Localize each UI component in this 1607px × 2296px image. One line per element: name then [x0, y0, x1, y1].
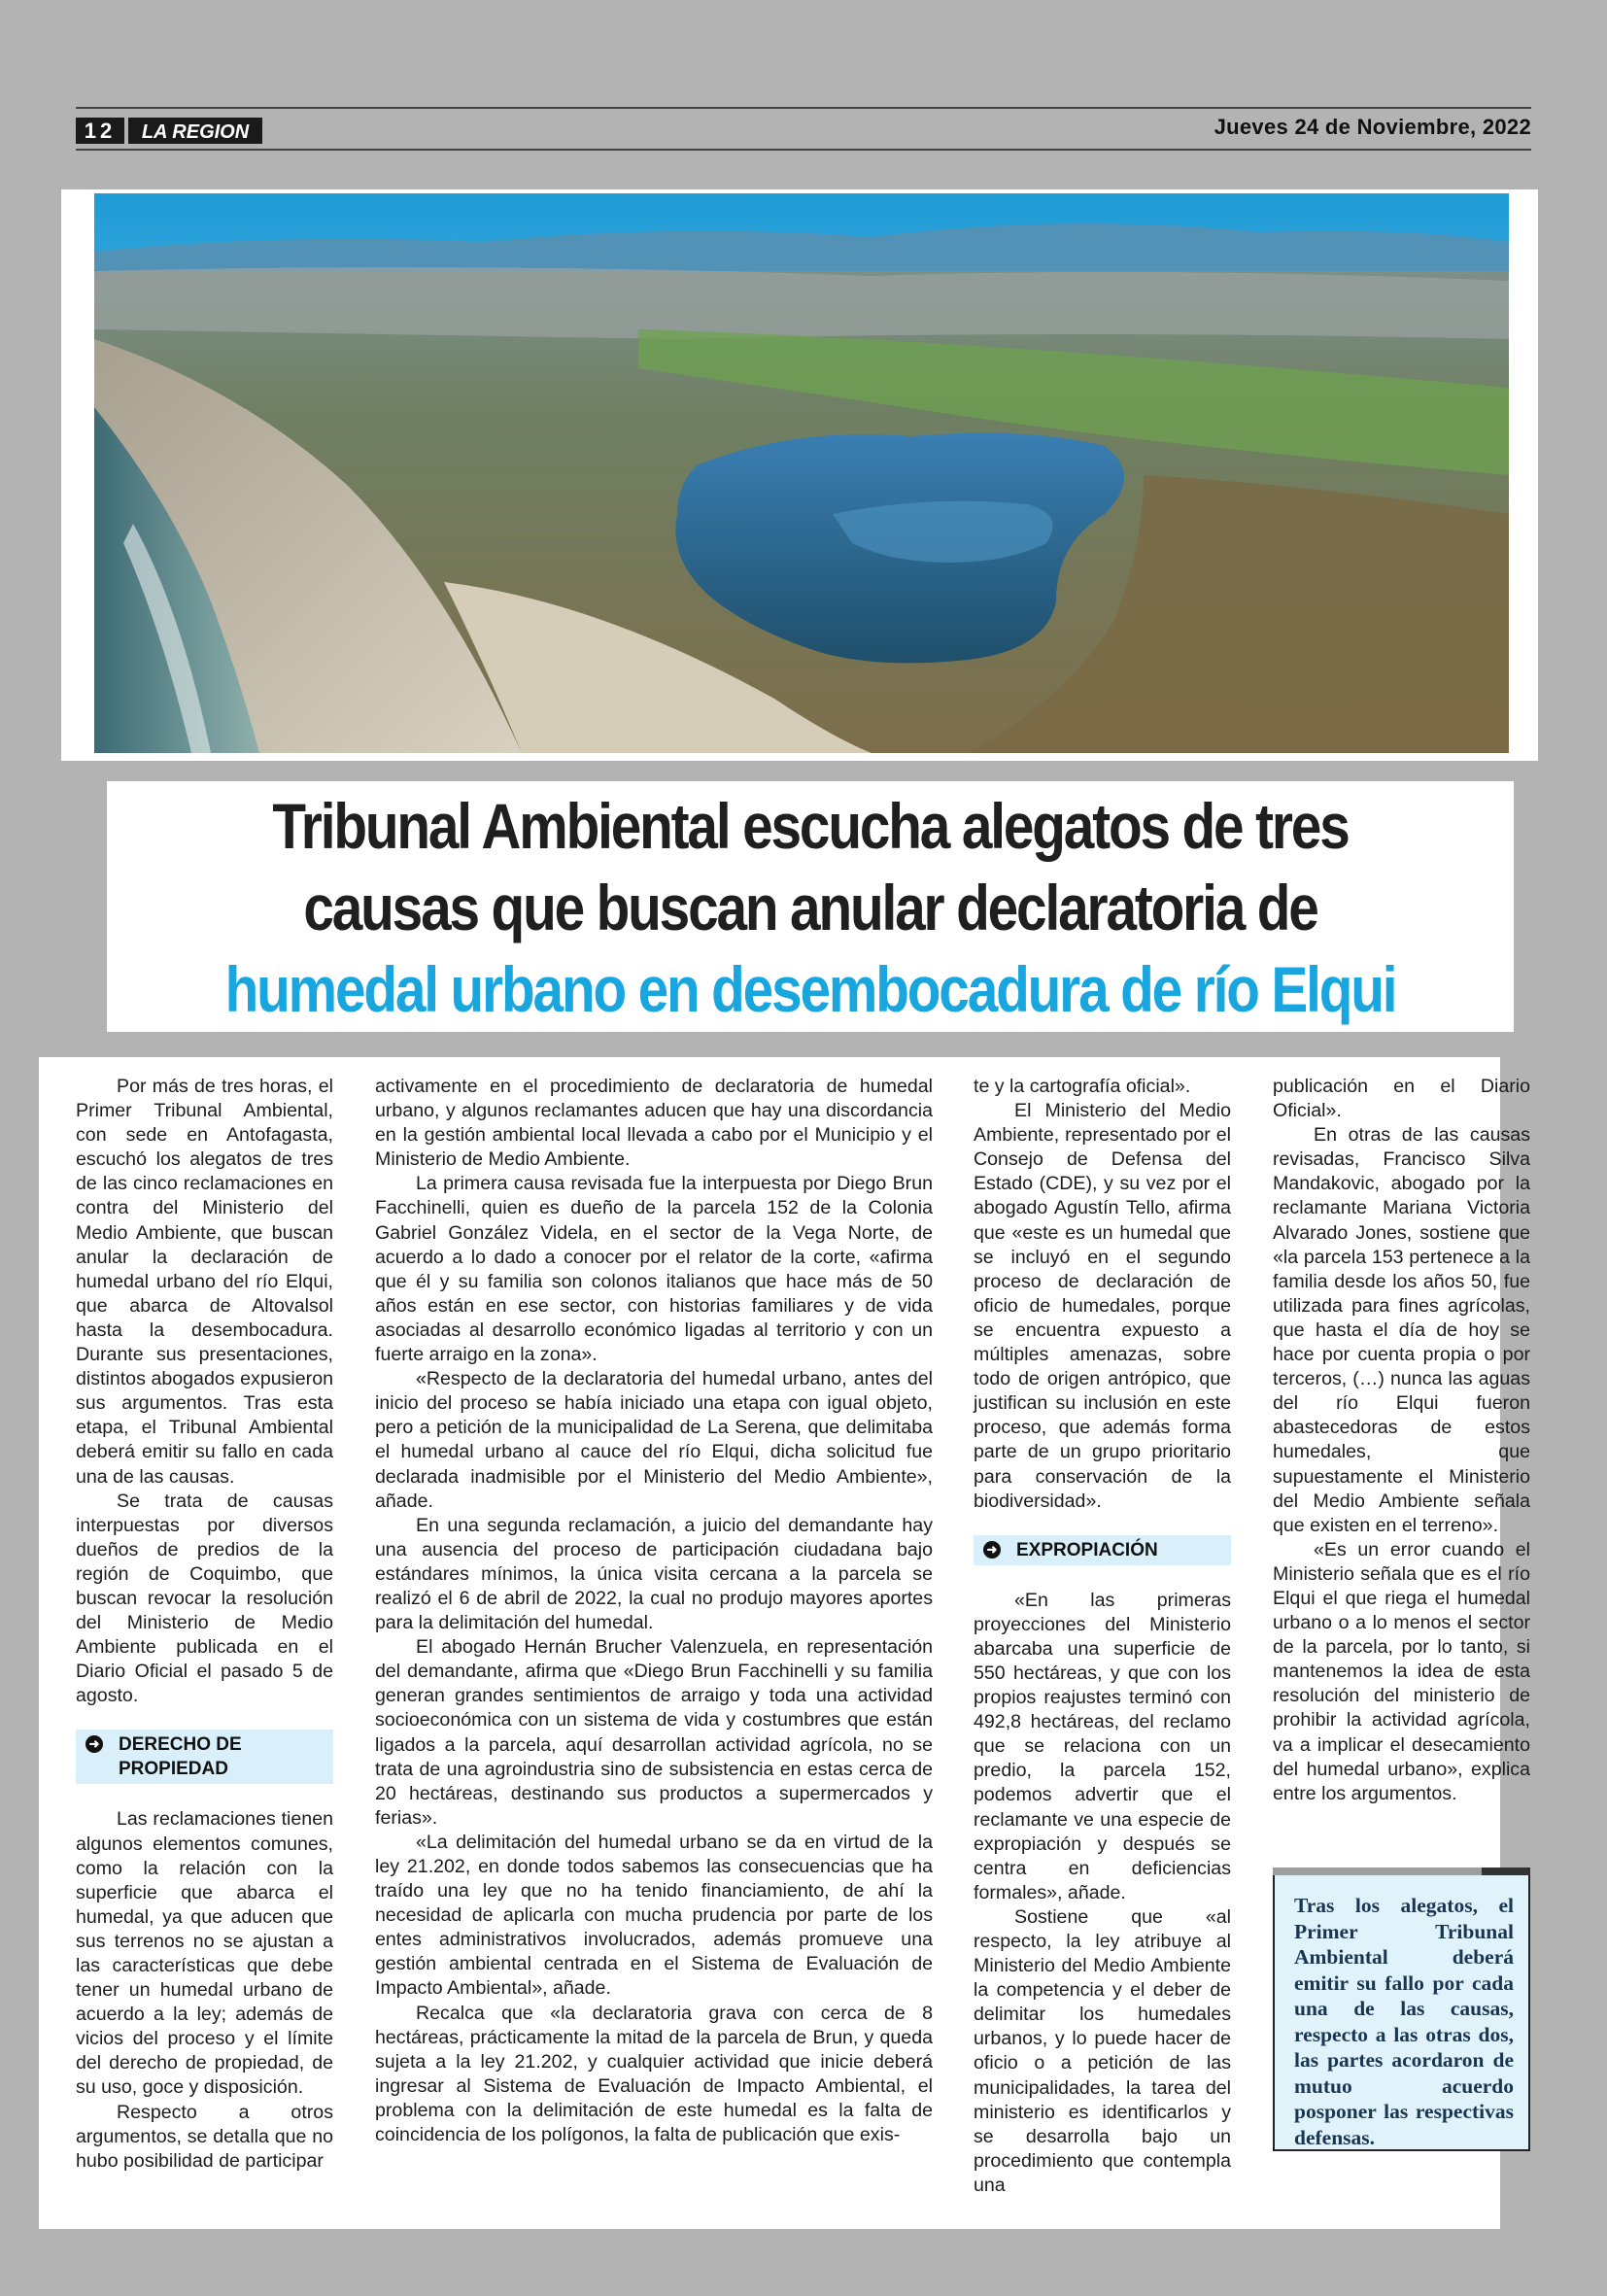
pull-quote-box [1273, 1868, 1530, 2151]
paragraph: El abogado Hernán Brucher Valenzuela, en representación del demandante, afirma que «Diego Brun Facchinelli y su familia generan grandes sentimientos de arraigo y toda una actividad socioeconómica con un sistema de vida y costumbres que están ligados a la parcela, aquí desarrollan actividad agrícola, no se trata de una agroindustria sino de subsistencia en estas cerca de 20 hectáreas, destinando sus productos a supermercados y ferias». [375, 1636, 933, 1829]
arrow-circle-icon: ➜ [983, 1541, 1001, 1559]
paragraph: Por más de tres horas, el Primer Tribunal Ambiental, con sede en Antofagasta, escuchó los alegatos de tres de las cinco reclamaciones en contra del Ministerio del Medio Ambiente, que buscan anular la declaración de humedal urbano del río Elqui, que abarca de Altovalsol hasta la desembocadura. Durante sus presentaciones, distintos abogados expusieron sus argumentos. Tras esta etapa, el Tribunal Ambiental deberá emitir su fallo en cada una de las causas. [76, 1076, 333, 1488]
subhead-label: EXPROPIACIÓN [1016, 1539, 1158, 1560]
pull-quote-bar [1273, 1868, 1530, 1875]
paragraph: «En las primeras proyecciones del Ministerio abarcaba una superficie de 550 hectáreas, y que con los propios reajustes terminó con 492,8 hectáreas, del reclamo que se relaciona con un predio, la parcela 152, podemos advertir que el reclamante ve una especie de expropiación y después se centra en deficiencias formales», añade. [974, 1589, 1231, 1903]
headline [107, 781, 1514, 1032]
article-column-1 [76, 1075, 333, 2174]
subhead-derecho-de-propiedad [76, 1730, 333, 1784]
headline-line-3: humedal urbano en desembocadura de río Elqui [224, 953, 1396, 1025]
article-body [39, 1057, 1530, 2229]
paragraph: Recalca que «la declaratoria grava con cerca de 8 hectáreas, prácticamente la mitad de la parcela de Brun, y queda sujeta a la ley 21.202, y cualquier actividad que inicie deberá ingresar al Sistema de Evaluación de Impacto Ambiental, el problema con la delimitación de este humedal es la falta de coincidencia de los polígonos, la falta de publicación que exis- [375, 2002, 933, 2146]
paragraph: El Ministerio del Medio Ambiente, representado por el Consejo de Defensa del Estado (CDE), y su vez por el abogado Agustín Tello, afirma que «este es un humedal que se incluyó en el segundo proceso de declaración de oficio de humedales, porque se encuentra expuesto a múltiples amenazas, sobre todo de origen antrópico, que justifican su inclusión en este proceso, que además forma parte de un grupo prioritario para conservación de la biodiversidad». [974, 1100, 1231, 1512]
paragraph: te y la cartografía oficial». [974, 1076, 1191, 1097]
paragraph: «La delimitación del humedal urbano se da en virtud de la ley 21.202, en donde todos sabemos las consecuencias que ha traído una ley que no ha tenido financiamiento, de ahí la necesidad de aplicarla con mucha prudencia por parte de los entes administrativos involucrados, además promueve una gestión ambiental centrada en el Sistema de Evaluación de Impacto Ambiental», añade. [375, 1831, 933, 2000]
paragraph: En una segunda reclamación, a juicio del demandante hay una ausencia del proceso de participación ciudadana bajo estándares mínimos, la única visita cercana a la parcela se realizó el 6 de abril de 2022, la cual no produjo mayores aportes para la delimitación del humedal. [375, 1514, 933, 1634]
header-top-rule [76, 107, 1531, 109]
subhead-expropiacion [974, 1535, 1231, 1565]
subhead-label: DERECHO DE PROPIEDAD [119, 1734, 242, 1780]
pull-quote-text: Tras los alegatos, el Primer Tribunal Ambiental deberá emitir su fallo por cada una de las causas, respecto a las otras dos, las partes acordaron de mutuo acuerdo posponer las respectivas defensas. [1294, 1894, 1514, 2149]
paragraph: En otras de las causas revisadas, Francisco Silva Mandakovic, abogado por la reclamante Mariana Victoria Alvarado Jones, sostiene que «la parcela 153 pertenece a la familia desde los años 50, fue utilizada para fines agrícolas, que hasta el día de hoy se hace por cuenta propia o por terceros, (…) nunca las aguas del río Elqui fueron abastecedoras de estos humedales, que supuestamente el Ministerio del Medio Ambiente señala que existen en el terreno». [1273, 1124, 1530, 1536]
paragraph: publicación en el Diario Oficial». [1273, 1076, 1530, 1122]
issue-date: Jueves 24 de Noviembre, 2022 [1214, 115, 1531, 139]
paragraph: Las reclamaciones tienen algunos elementos comunes, como la relación con la superficie que abarca el humedal, ya que aducen que sus terrenos no se ajustan a las características que debe tener un humedal urbano de acuerdo a la ley; además de vicios del proceso y el límite del derecho de propiedad, de su uso, goce y disposición. [76, 1808, 333, 2099]
publication-name: LA REGION [138, 121, 253, 143]
headline-line-2: causas que buscan anular declaratoria de [303, 872, 1317, 943]
aerial-wetland-photo-icon [94, 193, 1509, 753]
photo-frame [61, 189, 1538, 761]
article-column-2 [375, 1075, 933, 2147]
paragraph: Se trata de causas interpuestas por diversos dueños de predios de la región de Coquimbo, que buscan revocar la resolución del Ministerio de Medio Ambiente publicada en el Diario Oficial el pasado 5 de agosto. [76, 1490, 333, 1707]
header-bottom-rule [76, 149, 1531, 151]
paragraph: activamente en el procedimiento de declaratoria de humedal urbano, y algunos reclamantes aducen que hay una discordancia en la gestión ambiental local llevada a cabo por el Municipio y el Ministerio de Medio Ambiente. [375, 1076, 933, 1171]
paragraph: «Respecto de la declaratoria del humedal urbano, antes del inicio del proceso se había iniciado una etapa con igual objeto, pero a petición de la municipalidad de La Serena, que delimitaba el humedal urbano al cauce del río Elqui, dicha solicitud fue declarada inadmisible por el Ministerio del Medio Ambiente», añade. [375, 1368, 933, 1512]
article-column-4 [1273, 1075, 1530, 1806]
publication-logo [128, 118, 262, 144]
article-column-3 [974, 1075, 1231, 2198]
headline-line-1: Tribunal Ambiental escucha alegatos de tres [272, 790, 1349, 862]
paragraph: Respecto a otros argumentos, se detalla que no hubo posibilidad de participar [76, 2101, 333, 2172]
arrow-circle-icon: ➜ [85, 1735, 103, 1753]
paragraph: «Es un error cuando el Ministerio señala que es el río Elqui el que riega el humedal urbano o a lo menos el sector de la parcela, por lo tanto, si mantenemos la idea de esta resolución del ministerio de prohibir la actividad agrícola, va a implicar el desecamiento del humedal urbano», explica entre los argumentos. [1273, 1538, 1530, 1804]
paragraph: La primera causa revisada fue la interpuesta por Diego Brun Facchinelli, quien es dueño de la parcela 152 de la Colonia Gabriel González Videla, en el sector de la Vega Norte, de acuerdo a lo dado a conocer por el relator de la corte, «afirma que él y su familia son colonos italianos que hace más de 50 años están en ese sector, con historias familiares y de vida asociadas al desarrollo económico ligadas al territorio y con un fuerte arraigo en la zona». [375, 1173, 933, 1366]
page-number: 12 [76, 118, 124, 144]
paragraph: Sostiene que «al respecto, la ley atribuye al Ministerio del Medio Ambiente la competencia y el deber de delimitar los humedales urbanos, y lo puede hacer de oficio o a petición de las municipalidades, la tarea del ministerio es identificarlos y se desarrolla bajo un procedimiento que contempla una [974, 1905, 1231, 2196]
